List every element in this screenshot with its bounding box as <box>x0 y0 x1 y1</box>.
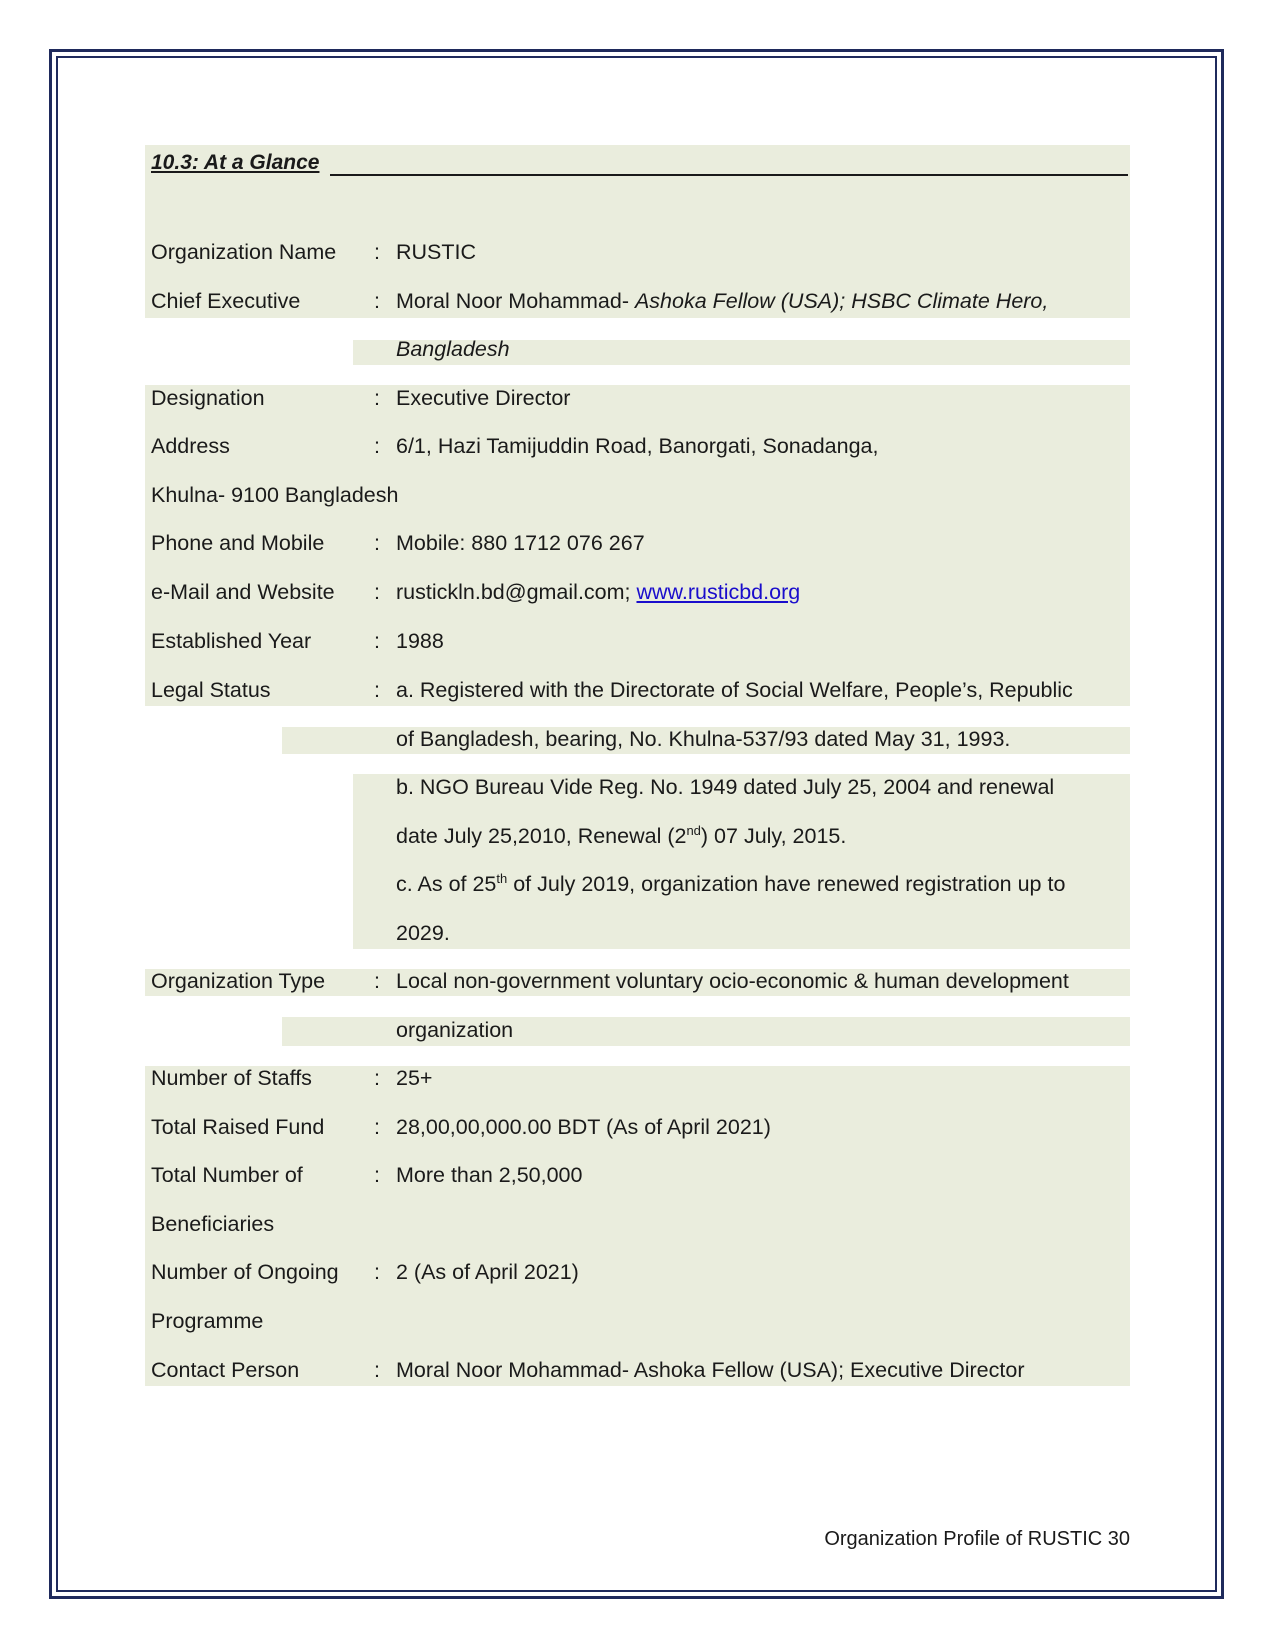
legal-a-line1: a. Registered with the Directorate of Social Welfare, People’s, Republic <box>396 678 1073 702</box>
row-value: Mobile: 880 1712 076 267 <box>396 531 645 555</box>
row-colon: : <box>374 1260 380 1284</box>
row-value: RUSTIC <box>396 240 477 264</box>
legal-c-line1-text: c. As of 25 <box>396 872 497 896</box>
row-value: 25+ <box>396 1066 433 1090</box>
row-value: 2 (As of April 2021) <box>396 1260 579 1284</box>
row-label: Organization Type <box>151 969 326 993</box>
row-value: 1988 <box>396 629 444 653</box>
row-value: More than 2,50,000 <box>396 1163 583 1187</box>
chief-honors: Ashoka Fellow (USA); HSBC Climate Hero, <box>634 289 1049 313</box>
chief-name: Moral Noor Mohammad- <box>396 289 635 313</box>
row-label: e-Mail and Website <box>151 580 335 604</box>
row-value: 28,00,00,000.00 BDT (As of April 2021) <box>396 1115 771 1139</box>
legal-c-line2: 2029. <box>396 921 450 945</box>
row-label: Established Year <box>151 629 312 653</box>
row-label: Address <box>151 434 230 458</box>
email-address: rustickln.bd@gmail.com; <box>396 580 637 604</box>
row-value: 6/1, Hazi Tamijuddin Road, Banorgati, Sonadanga, <box>396 434 879 458</box>
row-colon: : <box>374 240 380 264</box>
row-label: Organization Name <box>151 240 337 264</box>
row-colon: : <box>374 1163 380 1187</box>
legal-b-line2-text: date July 25,2010, Renewal (2 <box>396 824 687 848</box>
row-colon: : <box>374 580 380 604</box>
legal-b-line2 <box>396 821 846 851</box>
row-label: Designation <box>151 386 265 410</box>
chief-honors-cont: Bangladesh <box>396 337 510 361</box>
row-colon: : <box>374 1358 380 1382</box>
row-value: Moral Noor Mohammad- Ashoka Fellow (USA); Executive Director <box>396 1358 1025 1382</box>
row-colon: : <box>374 434 380 458</box>
row-colon: : <box>374 629 380 653</box>
row-label: Phone and Mobile <box>151 531 325 555</box>
row-value: Local non-government voluntary ocio-economic & human development <box>396 969 1069 993</box>
row-colon: : <box>374 531 380 555</box>
legal-c-line1-text-end: of July 2019, organization have renewed registration up to <box>507 872 1066 896</box>
row-label: Number of Ongoing <box>151 1260 339 1284</box>
section-title-block <box>145 145 1130 240</box>
row-label-cont: Beneficiaries <box>151 1212 275 1236</box>
row-colon: : <box>374 969 380 993</box>
legal-b-superscript: nd <box>686 822 701 838</box>
legal-b-line2-text-end: ) 07 July, 2015. <box>700 824 847 848</box>
row-label: Legal Status <box>151 678 271 702</box>
row-colon: : <box>374 1066 380 1090</box>
row-colon: : <box>374 1115 380 1139</box>
section-title: 10.3: At a Glance <box>151 151 320 174</box>
address-cont: Khulna- 9100 Bangladesh <box>151 483 399 507</box>
org-type-cont: organization <box>396 1018 514 1042</box>
row-value <box>396 286 1048 316</box>
row-label: Contact Person <box>151 1358 300 1382</box>
legal-a-line2: of Bangladesh, bearing, No. Khulna-537/93 dated May 31, 1993. <box>396 727 1011 751</box>
row-label: Chief Executive <box>151 289 301 313</box>
row-colon: : <box>374 289 380 313</box>
row-label-cont: Programme <box>151 1309 264 1333</box>
row-colon: : <box>374 678 380 702</box>
row-colon: : <box>374 386 380 410</box>
row-label: Total Number of <box>151 1163 303 1187</box>
row-label: Number of Staffs <box>151 1066 312 1090</box>
legal-c-line1 <box>396 869 1065 899</box>
page-footer: Organization Profile of RUSTIC 30 <box>824 1528 1130 1550</box>
row-value <box>396 577 800 607</box>
title-underline-rule <box>330 174 1128 176</box>
legal-b-line1: b. NGO Bureau Vide Reg. No. 1949 dated July 25, 2004 and renewal <box>396 775 1055 799</box>
row-label: Total Raised Fund <box>151 1115 325 1139</box>
legal-c-superscript: th <box>496 870 508 886</box>
row-value: Executive Director <box>396 386 571 410</box>
website-link[interactable]: www.rusticbd.org <box>636 580 801 604</box>
